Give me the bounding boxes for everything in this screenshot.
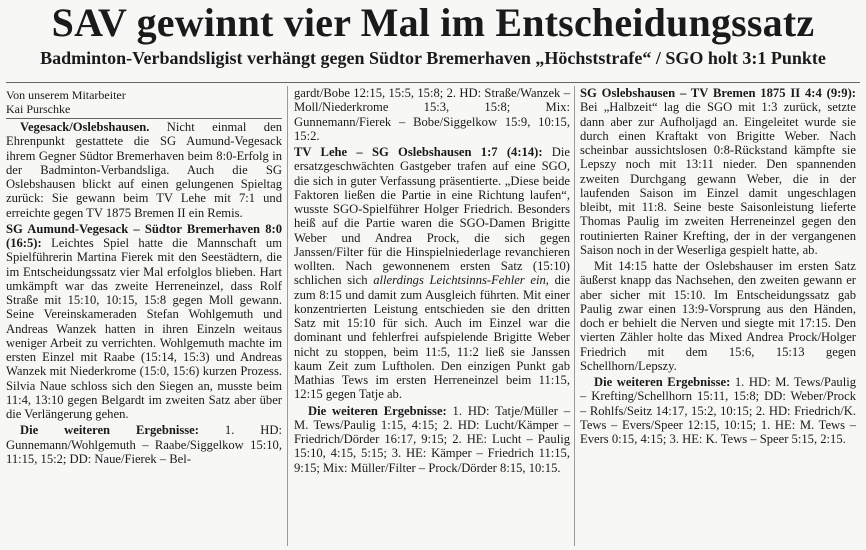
results-continued: gardt/Bobe 12:15, 15:5, 15:8; 2. HD: Straße/Wanzek – Moll/Niederkrome 15:3, 15:8; Mix: Gunnemann/Fierek – Bobe/Siggelkow 15:9, 10:15, 15:2.: [294, 86, 570, 143]
report-paragraph: Mit 14:15 hatte der Oslebshauser im ersten Satz äußerst knapp das Nachsehen, den zweiten gewann er aber sicher mit 15:10. Im Entscheidungssatz gab Paulig zwar einen 13:9-Vorsprung aus den Händen, doch er behielt die Nerven und siegte mit 17:15. Den vierten Zähler holte das Mixed Andrea Prock/Holger Friedrich mit dem 15:6, 15:13 gegen Schellhorn/Lepszy.: [580, 259, 856, 373]
column-divider: [574, 86, 575, 546]
match-report-oslebshausen: SG Oslebshausen – TV Bremen 1875 II 4:4 (9:9): Bei „Halbzeit“ lag die SGO mit 1:3 zurück, setzte dann aber zur Aufholjagd an. Eingeleitet wurde sie durch einen Kraftakt von Brigitte Weber. Nach scheinbar aussichtslosen 0:8-Rückstand kämpfte sie Lepszy noch mit 13:11 nieder. Den spannenden zweiten Durchgang gewann Weber, die in der laufenden Saison im Einzel damit ungeschlagen bleibt, mit 11:8. Seine beste Saisonleistung lieferte Thomas Paulig im zweiten Herreneinzel gegen den routinierten Rainer Krefting, der in der vergangenen Saison noch in der Weserliga gespielt hatte, ab.: [580, 86, 856, 257]
column-divider: [287, 86, 288, 546]
column-2: [294, 86, 570, 475]
results-paragraph: Die weiteren Ergebnisse: 1. HD: M. Tews/Paulig – Krefting/Schellhorn 15:11, 15:8; DD: Weber/Prock – Rohlfs/Seitz 14:17, 15:2, 10:15; 2. HD: Friedrich/K. Tews – Evers/Speer 12:15, 10:15; 1. HE: M. Tews – Evers 0:15, 4:15; 3. HE: K. Tews – Speer 5:15, 2:15.: [580, 375, 857, 446]
match-report-vegesack: SG Aumund-Vegesack – Südtor Bremerhaven 8:0 (16:5): Leichtes Spiel hatte die Mannschaft um Spielführerin Martina Fierek mit den Seestädtern, die im Entscheidungssatz vier Mal erfolglos blieben. Hart umkämpft war das zweite Herreneinzel, dass Rolf Straße mit 15:10, 10:15, 15:8 gegen Moll gewann. Seine Vereinskameraden Stefan Wohlgemuth und Andreas Wanzek hatten in ihren Einzeln weitaus weniger Arbeit zu verrichten. Wohlgemuth machte im ersten Einzel mit Raabe (15:14, 15:3) und Andreas Wanzek mit Niederkrome (15:0, 15:6) kurzen Prozess. Silvia Naue schloss sich den Siegen an, musste beim 11:4, 13:10 gegen Belgardt im zweiten Satz aber über die Verlängerung gehen.: [6, 221, 282, 421]
match-heading: SG Aumund-Vegesack – Südtor Bremerhaven 8:0 (16:5):: [6, 221, 282, 250]
results-heading: Die weiteren Ergebnisse:: [594, 375, 731, 389]
column-3: [580, 86, 856, 446]
column-1: [6, 120, 282, 466]
results-heading: Die weiteren Ergebnisse:: [308, 403, 447, 418]
results-paragraph: Die weiteren Ergebnisse: 1. HD: Tatje/Müller – M. Tews/Paulig 1:15, 4:15; 2. HD: Lucht/Kämper – Friedrich/Dörder 16:17, 9:15; 2. HE: Lucht – Paulig 15:10, 4:15, 5:15; 3. HE: Kämper – Friedrich 11:15, 9:15; Mix: Müller/Filter – Prock/Dörder 8:15, 10:15.: [294, 403, 571, 475]
byline-author: Kai Purschke: [6, 102, 71, 116]
byline-divider: [6, 118, 282, 119]
headline: SAV gewinnt vier Mal im Entscheidungssatz: [51, 0, 815, 45]
match-heading: TV Lehe – SG Oslebshausen 1:7 (4:14):: [294, 145, 543, 159]
results-paragraph: Die weiteren Ergebnisse: 1. HD: Gunnemann/Wohlgemuth – Raabe/Siggelkow 15:10, 11:15, 15:2; DD: Naue/Fierek – Bel-: [6, 423, 282, 466]
subheadline: Badminton-Verbandsligist verhängt gegen Südtor Bremerhaven „Höchststrafe“ / SGO holt 3:1 Punkte: [40, 48, 826, 68]
match-heading: SG Oslebshausen – TV Bremen 1875 II 4:4 (9:9):: [580, 86, 856, 100]
results-heading: Die weiteren Ergebnisse:: [20, 423, 199, 438]
dateline: Vegesack/Oslebshausen.: [20, 120, 150, 134]
byline: [6, 88, 246, 116]
match-report-lehe: TV Lehe – SG Oslebshausen 1:7 (4:14): Die ersatzgeschwächten Gastgeber trafen auf eine SGO, die sich in guter Verfassung präsentierte. „Diese beide Faktoren ließen die Partie in eine Richtung laufen“, wusste SGO-Spielführer Holger Friedrich. Besonders heiß auf die Partie waren die SGO-Damen Brigitte Weber und Andrea Prock, die sich gegen Janssen/Filter für die Hinspielniederlage revanchieren wollten. Nach gewonnenem ersten Satz (15:10) schlichen sich allerdings Leichtsinns-Fehler ein, die zum 8:15 und damit zum Ausgleich führten. Mit einer konzentrierten Leistung entschieden sie den dritten Satz mit 15:10 für sich. Auch im Einzel war die dominant und fehlerfrei aufspielende Brigitte Weber nicht zu stoppen, beim 11:5, 11:2 ließ sie Janssen kaum Zeit zum Luftholen. Den einzigen Punkt gab Mathias Tews im ersten Herreneinzel beim 11:15, 12:15 gegen Tatje ab.: [294, 145, 570, 402]
header-divider: [6, 82, 860, 83]
byline-line-1: Von unserem Mitarbeiter: [6, 88, 126, 102]
intro-paragraph: Vegesack/Oslebshausen. Nicht einmal den Ehrenpunkt gestattete die SG Aumund-Vegesack ihrem Gegner Südtor Bremerhaven beim 8:0-Erfolg in der Badminton-Verbandsliga. Auch die SG Oslebshausen blickt auf einen gelungenen Spieltag zurück: Sie gewann beim TV Lehe mit 7:1 und erreichte gegen TV 1875 Bremen II ein Remis.: [6, 120, 282, 220]
